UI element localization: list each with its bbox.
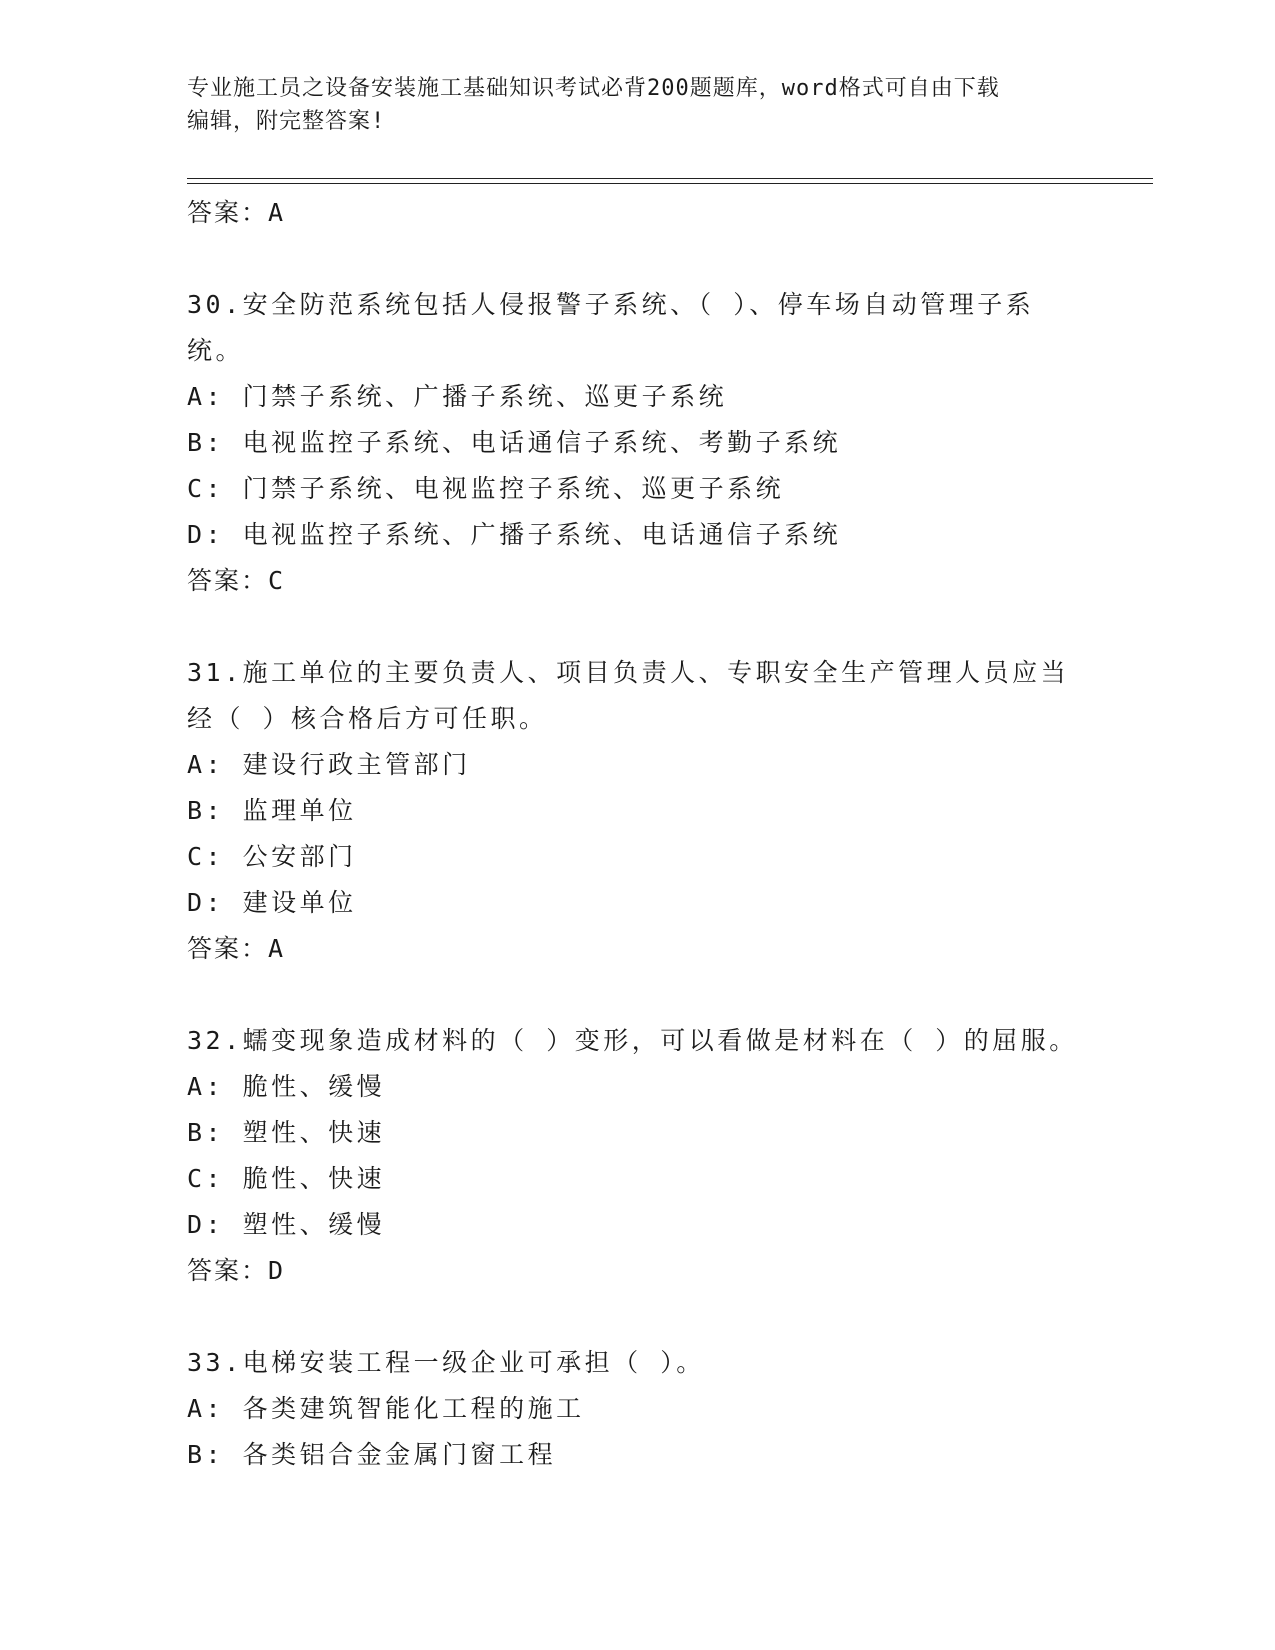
option-a: A: 建设行政主管部门: [187, 750, 471, 779]
option-b: B: 塑性、快速: [187, 1118, 386, 1147]
option-c: C: 门禁子系统、电视监控子系统、巡更子系统: [187, 474, 785, 503]
question-stem: 31.施工单位的主要负责人、项目负责人、专职安全生产管理人员应当: [187, 658, 1070, 687]
option-c: C: 公安部门: [187, 842, 357, 871]
header-divider-top: [187, 178, 1153, 179]
answer: 答案：A: [187, 934, 286, 963]
answer: 答案：D: [187, 1256, 286, 1285]
spacer: [187, 1294, 1087, 1340]
question-stem-continued: 经（ ）核合格后方可任职。: [187, 704, 548, 733]
question-stem-continued: 统。: [187, 336, 245, 365]
header-divider-bottom: [187, 183, 1153, 184]
option-b: B: 电视监控子系统、电话通信子系统、考勤子系统: [187, 428, 842, 457]
question-stem: 30.安全防范系统包括人侵报警子系统、（ ）、停车场自动管理子系: [187, 290, 1035, 319]
spacer: [187, 604, 1087, 650]
question-list: [187, 190, 1087, 1478]
question-30: [187, 282, 1087, 604]
previous-answer: 答案：A: [187, 198, 286, 227]
header-line-2: 编辑，附完整答案!: [187, 109, 386, 134]
option-d: D: 电视监控子系统、广播子系统、电话通信子系统: [187, 520, 842, 549]
question-stem: 33.电梯安装工程一级企业可承担（ ）。: [187, 1348, 705, 1377]
question-32: [187, 1018, 1087, 1294]
document-header: [187, 72, 1087, 138]
option-a: A: 脆性、缓慢: [187, 1072, 386, 1101]
option-b: B: 各类铝合金金属门窗工程: [187, 1440, 557, 1469]
header-line-1: 专业施工员之设备安装施工基础知识考试必背200题题库，word格式可自由下载: [187, 76, 1000, 101]
spacer: [187, 972, 1087, 1018]
option-a: A: 各类建筑智能化工程的施工: [187, 1394, 585, 1423]
question-33: [187, 1340, 1087, 1478]
option-b: B: 监理单位: [187, 796, 357, 825]
option-d: D: 塑性、缓慢: [187, 1210, 386, 1239]
question-stem: 32.蠕变现象造成材料的（ ）变形，可以看做是材料在（ ）的屈服。: [187, 1026, 1078, 1055]
spacer: [187, 236, 1087, 282]
option-c: C: 脆性、快速: [187, 1164, 386, 1193]
answer: 答案：C: [187, 566, 286, 595]
question-31: [187, 650, 1087, 972]
option-a: A: 门禁子系统、广播子系统、巡更子系统: [187, 382, 728, 411]
option-d: D: 建设单位: [187, 888, 357, 917]
